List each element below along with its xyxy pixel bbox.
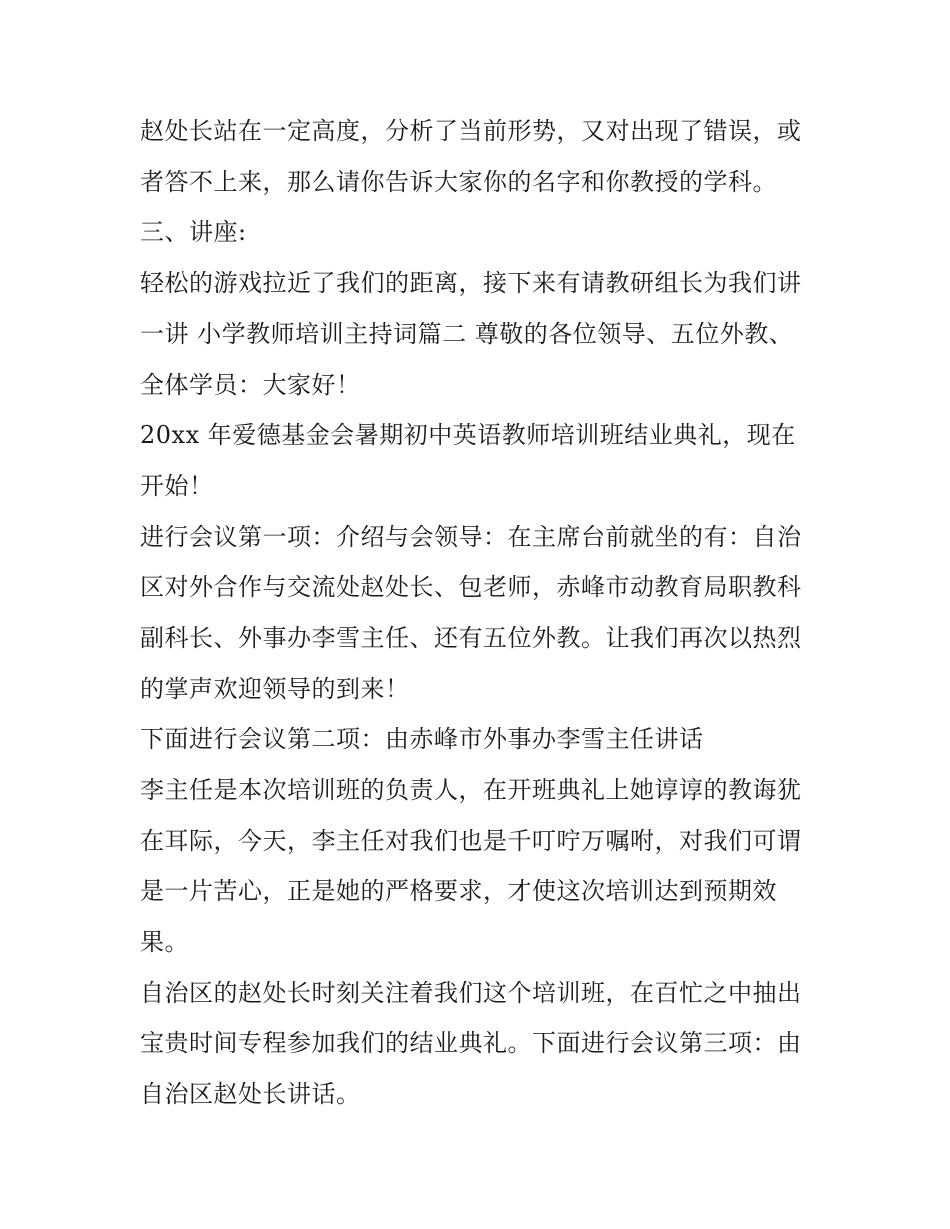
text-line: 一讲 小学教师培训主持词篇二 尊敬的各位领导、五位外教、 <box>140 320 794 348</box>
text-line: 自治区的赵处长时刻关注着我们这个培训班，在百忙之中抽出 <box>140 979 802 1007</box>
text-line: 果。 <box>140 928 189 956</box>
text-line: 的掌声欢迎领导的到来！ <box>140 675 410 703</box>
text-line: 自治区赵处长讲话。 <box>140 1080 361 1108</box>
text-line: 李主任是本次培训班的负责人，在开班典礼上她谆谆的教诲犹 <box>140 776 802 804</box>
text-line: 20xx 年爱德基金会暑期初中英语教师培训班结业典礼，现在 <box>140 421 796 449</box>
text-line: 赵处长站在一定高度，分析了当前形势，又对出现了错误，或 <box>140 117 802 145</box>
text-line: 是一片苦心，正是她的严格要求，才使这次培训达到预期效 <box>140 877 777 905</box>
text-line: 区对外合作与交流处赵处长、包老师，赤峰市动教育局职教科 <box>140 573 802 601</box>
section-heading: 三、讲座: <box>140 218 247 246</box>
text-line: 进行会议第一项：介绍与会领导：在主席台前就坐的有：自治 <box>140 523 802 551</box>
text-line: 宝贵时间专程参加我们的结业典礼。下面进行会议第三项：由 <box>140 1029 802 1057</box>
text-line: 副科长、外事办李雪主任、还有五位外教。让我们再次以热烈 <box>140 624 802 652</box>
text-line: 开始！ <box>140 472 214 500</box>
text-line: 者答不上来，那么请你告诉大家你的名字和你教授的学科。 <box>140 168 777 196</box>
text-line: 下面进行会议第二项：由赤峰市外事办李雪主任讲话 <box>140 725 704 753</box>
text-line: 全体学员：大家好！ <box>140 371 361 399</box>
text-line: 在耳际，今天，李主任对我们也是千叮咛万嘱咐，对我们可谓 <box>140 827 802 855</box>
text-line: 轻松的游戏拉近了我们的距离，接下来有请教研组长为我们讲 <box>140 269 802 297</box>
